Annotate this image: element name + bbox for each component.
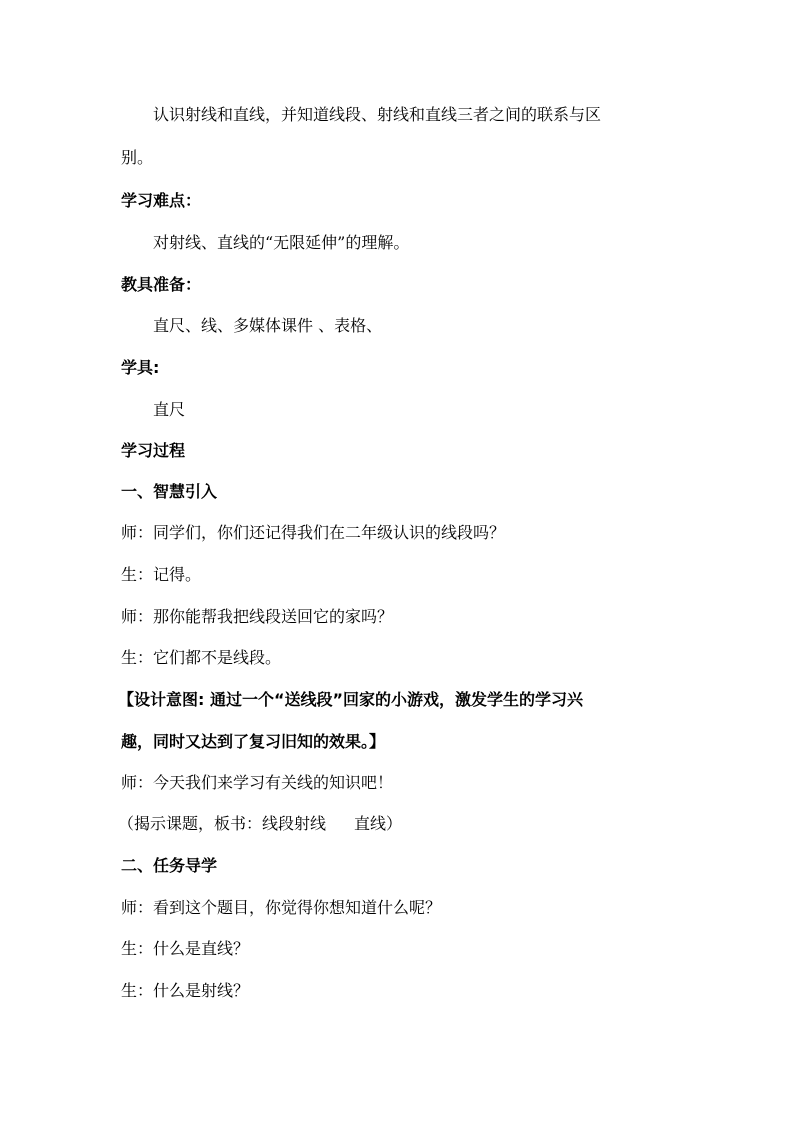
heading-learning-tools: 学具: xyxy=(121,358,160,377)
heading-section-2: 二、任务导学 xyxy=(121,856,218,875)
board-note-part-1: （揭示课题，板书：线段射线 xyxy=(118,814,327,833)
heading-teaching-tools: 教具准备： xyxy=(121,275,202,294)
dialogue-line: 师：看到这个题目，你觉得你想知道什么呢？ xyxy=(121,898,442,917)
paragraph-objective-continued: 别。 xyxy=(121,148,154,167)
heading-learning-difficulty: 学习难点： xyxy=(121,191,202,210)
paragraph-objective: 认识射线和直线，并知道线段、射线和直线三者之间的联系与区 xyxy=(153,105,602,124)
board-note-part-2: 直线） xyxy=(354,814,403,833)
heading-section-1: 一、智慧引入 xyxy=(121,482,218,501)
dialogue-line: 生：记得。 xyxy=(121,565,202,584)
paragraph-difficulty: 对射线、直线的“无限延伸”的理解。 xyxy=(153,233,410,252)
dialogue-line: 师：今天我们来学习有关线的知识吧！ xyxy=(121,773,394,792)
heading-learning-process: 学习过程 xyxy=(121,441,186,460)
dialogue-line: 生：它们都不是线段。 xyxy=(121,648,282,667)
paragraph-learning-tools: 直尺 xyxy=(153,400,186,419)
design-intent-note-continued: 趣，同时又达到了复习旧知的效果。】 xyxy=(121,732,386,751)
dialogue-line: 师：那你能帮我把线段送回它的家吗？ xyxy=(121,607,394,626)
dialogue-line: 生：什么是直线？ xyxy=(121,939,250,958)
dialogue-line: 生：什么是射线？ xyxy=(121,981,250,1000)
board-note xyxy=(118,814,402,834)
design-intent-note: 【设计意图: 通过一个“送线段”回家的小游戏，激发学生的学习兴 xyxy=(118,690,584,709)
paragraph-teaching-tools: 直尺、线、多媒体课件 、表格、 xyxy=(153,316,383,335)
dialogue-line: 师：同学们，你们还记得我们在二年级认识的线段吗？ xyxy=(121,523,506,542)
